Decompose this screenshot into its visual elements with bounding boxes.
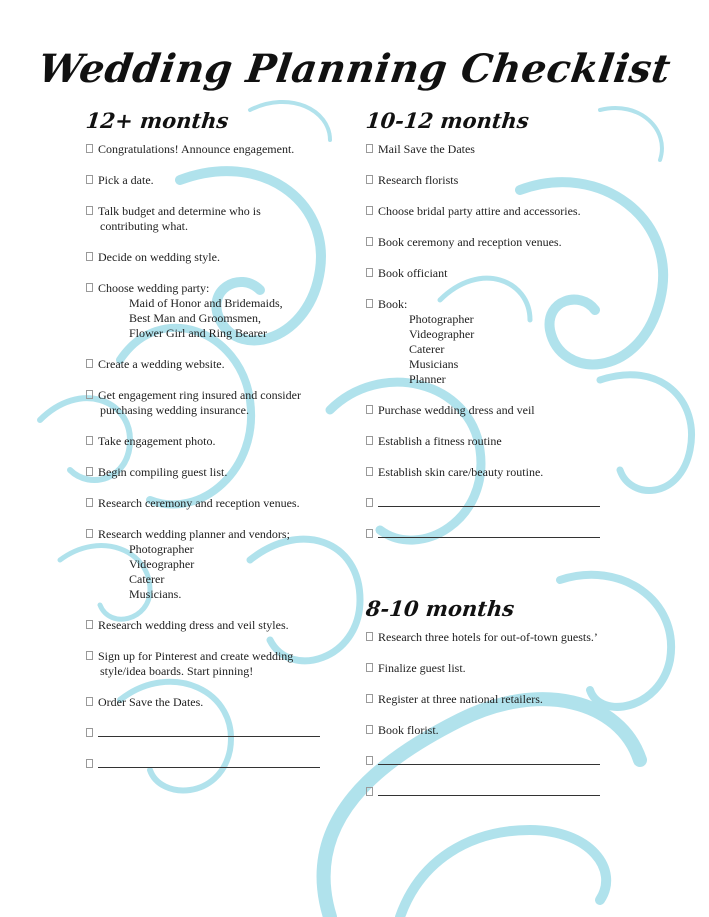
blank-checklist-item bbox=[366, 496, 666, 511]
sub-item: Musicians bbox=[409, 357, 459, 371]
blank-line[interactable] bbox=[378, 527, 600, 538]
checklist-item bbox=[366, 266, 666, 281]
item-text: Mail Save the Dates bbox=[378, 142, 475, 156]
page-title: Wedding Planning Checklist bbox=[35, 46, 674, 92]
checkbox[interactable] bbox=[86, 436, 93, 445]
item-text: Research ceremony and reception venues. bbox=[98, 496, 300, 510]
checklist-item bbox=[86, 618, 356, 633]
item-text: Book officiant bbox=[378, 266, 448, 280]
checkbox[interactable] bbox=[366, 632, 373, 641]
sub-item: Caterer bbox=[129, 572, 165, 586]
checkbox[interactable] bbox=[366, 436, 373, 445]
blank-checklist-item bbox=[366, 785, 666, 800]
item-text: Book florist. bbox=[378, 723, 439, 737]
sub-item: Musicians. bbox=[129, 587, 182, 601]
checkbox[interactable] bbox=[86, 651, 93, 660]
checkbox[interactable] bbox=[86, 620, 93, 629]
checkbox[interactable] bbox=[366, 175, 373, 184]
checklist-item bbox=[366, 173, 666, 188]
checkbox[interactable] bbox=[366, 694, 373, 703]
sub-item: Photographer bbox=[129, 542, 194, 556]
checkbox[interactable] bbox=[86, 390, 93, 399]
checkbox[interactable] bbox=[86, 529, 93, 538]
checkbox[interactable] bbox=[86, 467, 93, 476]
checkbox[interactable] bbox=[366, 663, 373, 672]
section-heading: 8-10 months bbox=[364, 596, 516, 621]
blank-line[interactable] bbox=[378, 496, 600, 507]
checkbox[interactable] bbox=[366, 756, 373, 765]
checkbox[interactable] bbox=[366, 529, 373, 538]
checklist-item bbox=[366, 235, 666, 250]
checkbox[interactable] bbox=[86, 759, 93, 768]
checklist-item bbox=[86, 250, 356, 265]
item-text: Book ceremony and reception venues. bbox=[378, 235, 562, 249]
blank-line[interactable] bbox=[98, 726, 320, 737]
item-text: Research florists bbox=[378, 173, 459, 187]
item-text: Research wedding planner and vendors; bbox=[98, 527, 290, 541]
item-text: Establish skin care/beauty routine. bbox=[378, 465, 544, 479]
checklist-item bbox=[366, 630, 666, 645]
item-text: Congratulations! Announce engagement. bbox=[98, 142, 295, 156]
item-text: Pick a date. bbox=[98, 173, 154, 187]
checkbox[interactable] bbox=[86, 206, 93, 215]
item-text: Finalize guest list. bbox=[378, 661, 466, 675]
checklist-item bbox=[366, 692, 666, 707]
checkbox[interactable] bbox=[366, 787, 373, 796]
item-text: Choose bridal party attire and accessories. bbox=[378, 204, 581, 218]
checklist-item bbox=[86, 142, 356, 157]
blank-checklist-item bbox=[86, 726, 356, 741]
checklist-item bbox=[86, 173, 356, 188]
item-text: Decide on wedding style. bbox=[98, 250, 220, 264]
item-text-continued: style/idea boards. Start pinning! bbox=[100, 664, 254, 678]
sub-item: Videographer bbox=[409, 327, 475, 341]
checklist-item bbox=[366, 465, 666, 480]
checklist-item bbox=[366, 723, 666, 738]
checkbox[interactable] bbox=[86, 252, 93, 261]
checklist-item bbox=[366, 297, 666, 387]
checklist-item bbox=[366, 403, 666, 418]
item-text: Order Save the Dates. bbox=[98, 695, 204, 709]
section-heading: 10-12 months bbox=[364, 108, 531, 133]
sub-item: Best Man and Groomsmen, bbox=[129, 311, 261, 325]
checkbox[interactable] bbox=[366, 498, 373, 507]
section-12-plus-months bbox=[86, 108, 356, 788]
checkbox[interactable] bbox=[366, 299, 373, 308]
section-heading: 12+ months bbox=[84, 108, 230, 133]
checklist-item bbox=[86, 281, 356, 341]
item-text: Research three hotels for out-of-town guests.’ bbox=[378, 630, 598, 644]
checklist-item bbox=[86, 465, 356, 480]
blank-line[interactable] bbox=[378, 785, 600, 796]
item-text: Research wedding dress and veil styles. bbox=[98, 618, 289, 632]
checklist-item bbox=[86, 204, 356, 234]
checkbox[interactable] bbox=[86, 283, 93, 292]
checklist-item bbox=[86, 388, 356, 418]
checkbox[interactable] bbox=[86, 697, 93, 706]
item-text: Book: bbox=[378, 297, 408, 311]
blank-line[interactable] bbox=[378, 754, 600, 765]
checklist-item bbox=[366, 142, 666, 157]
checkbox[interactable] bbox=[366, 237, 373, 246]
blank-line[interactable] bbox=[98, 757, 320, 768]
checklist-item bbox=[366, 661, 666, 676]
section-10-12-months bbox=[366, 108, 666, 542]
item-text-continued: purchasing wedding insurance. bbox=[100, 403, 249, 417]
checkbox[interactable] bbox=[366, 405, 373, 414]
checkbox[interactable] bbox=[86, 728, 93, 737]
blank-checklist-item bbox=[366, 527, 666, 542]
sub-item: Maid of Honor and Bridemaids, bbox=[129, 296, 283, 310]
item-text: Take engagement photo. bbox=[98, 434, 216, 448]
sub-item: Photographer bbox=[409, 312, 474, 326]
item-text: Establish a fitness routine bbox=[378, 434, 502, 448]
sub-item: Planner bbox=[409, 372, 446, 386]
checkbox[interactable] bbox=[86, 359, 93, 368]
item-text-continued: contributing what. bbox=[100, 219, 188, 233]
checkbox[interactable] bbox=[366, 467, 373, 476]
checkbox[interactable] bbox=[86, 175, 93, 184]
item-text: Choose wedding party: bbox=[98, 281, 210, 295]
section-spacer bbox=[366, 558, 666, 596]
item-text: Create a wedding website. bbox=[98, 357, 225, 371]
item-text: Get engagement ring insured and consider bbox=[98, 388, 301, 402]
blank-checklist-item bbox=[86, 757, 356, 772]
checklist-item bbox=[366, 434, 666, 449]
item-text: Sign up for Pinterest and create wedding bbox=[98, 649, 294, 663]
item-text: Talk budget and determine who is bbox=[98, 204, 261, 218]
blank-checklist-item bbox=[366, 754, 666, 769]
sub-item: Videographer bbox=[129, 557, 195, 571]
checklist-item bbox=[86, 496, 356, 511]
checkbox[interactable] bbox=[366, 268, 373, 277]
sub-item: Flower Girl and Ring Bearer bbox=[129, 326, 267, 340]
checkbox[interactable] bbox=[86, 144, 93, 153]
checklist-item bbox=[366, 204, 666, 219]
checkbox[interactable] bbox=[366, 144, 373, 153]
checkbox[interactable] bbox=[366, 206, 373, 215]
checklist-item bbox=[86, 434, 356, 449]
checklist-item bbox=[86, 357, 356, 372]
section-8-10-months bbox=[366, 596, 666, 800]
sub-item: Caterer bbox=[409, 342, 445, 356]
right-column bbox=[366, 108, 666, 816]
checkbox[interactable] bbox=[86, 498, 93, 507]
item-text: Purchase wedding dress and veil bbox=[378, 403, 535, 417]
checklist-item bbox=[86, 649, 356, 679]
checklist-item bbox=[86, 527, 356, 602]
checkbox[interactable] bbox=[366, 725, 373, 734]
item-text: Begin compiling guest list. bbox=[98, 465, 228, 479]
checklist-item bbox=[86, 695, 356, 710]
item-text: Register at three national retailers. bbox=[378, 692, 543, 706]
